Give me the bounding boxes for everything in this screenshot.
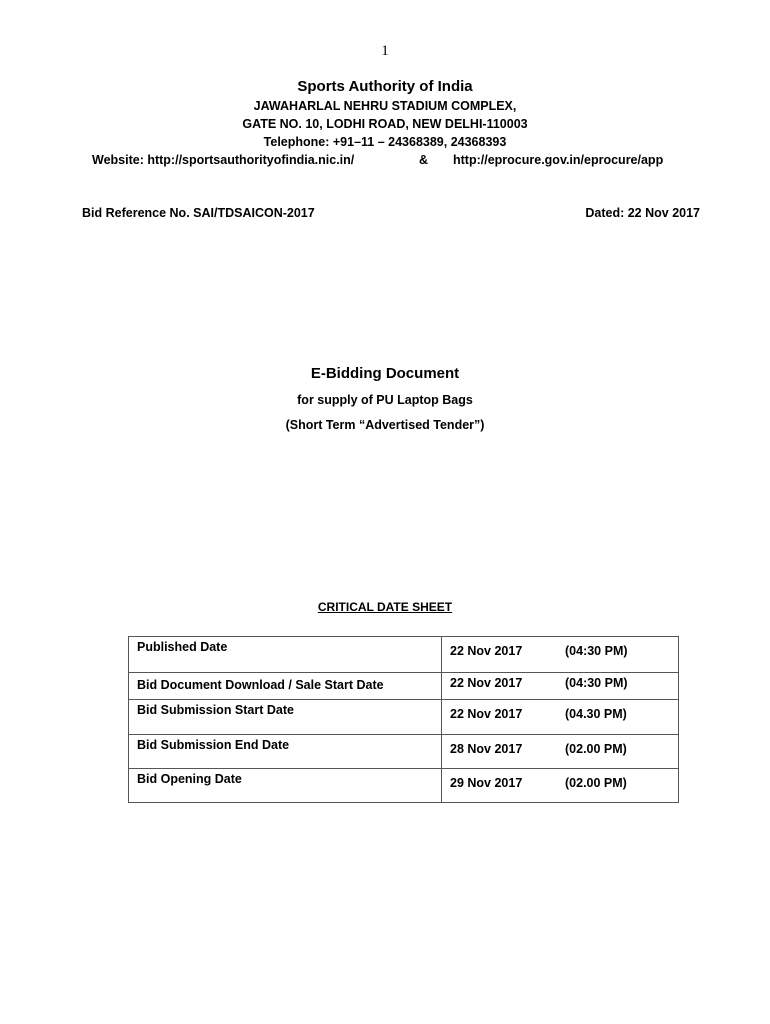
telephone-line: Telephone: +91–11 – 24368389, 24368393	[263, 135, 507, 149]
table-row	[129, 768, 678, 802]
table-row	[129, 699, 678, 734]
row-date: 22 Nov 2017	[450, 676, 523, 690]
website-separator: &	[419, 153, 429, 167]
page-number: 1	[381, 43, 389, 59]
row-label: Bid Submission End Date	[137, 738, 290, 752]
row-date: 29 Nov 2017	[450, 776, 523, 790]
website-link-1[interactable]: Website: http://sportsauthorityofindia.nic.in/	[92, 153, 355, 167]
table-row	[129, 672, 678, 699]
row-date: 22 Nov 2017	[450, 707, 523, 721]
critical-date-sheet-title: CRITICAL DATE SHEET	[317, 600, 453, 614]
website-line	[92, 153, 664, 167]
row-label: Published Date	[137, 640, 228, 654]
table-row	[129, 734, 678, 768]
row-date: 22 Nov 2017	[450, 644, 523, 658]
document-subtitle: for supply of PU Laptop Bags	[297, 393, 473, 407]
address-line-2: GATE NO. 10, LODHI ROAD, NEW DELHI-110003	[242, 117, 528, 131]
row-label: Bid Document Download / Sale Start Date	[137, 678, 384, 692]
address-line-1: JAWAHARLAL NEHRU STADIUM COMPLEX,	[253, 99, 517, 113]
critical-date-table	[128, 636, 679, 803]
website-link-2[interactable]: http://eprocure.gov.in/eprocure/app	[453, 153, 664, 167]
table-row	[129, 637, 678, 672]
row-time: (02.00 PM)	[565, 742, 627, 756]
document-title: E-Bidding Document	[310, 365, 460, 382]
row-time: (04.30 PM)	[565, 707, 627, 721]
row-label: Bid Submission Start Date	[137, 703, 294, 717]
row-time: (02.00 PM)	[565, 776, 627, 790]
row-time: (04:30 PM)	[565, 644, 628, 658]
row-time: (04:30 PM)	[565, 676, 628, 690]
organization-name: Sports Authority of India	[297, 78, 473, 95]
dated: Dated: 22 Nov 2017	[585, 206, 700, 220]
bid-reference: Bid Reference No. SAI/TDSAICON-2017	[82, 206, 315, 220]
row-label: Bid Opening Date	[137, 772, 242, 786]
row-date: 28 Nov 2017	[450, 742, 523, 756]
document-tender-type: (Short Term “Advertised Tender”)	[285, 418, 485, 432]
